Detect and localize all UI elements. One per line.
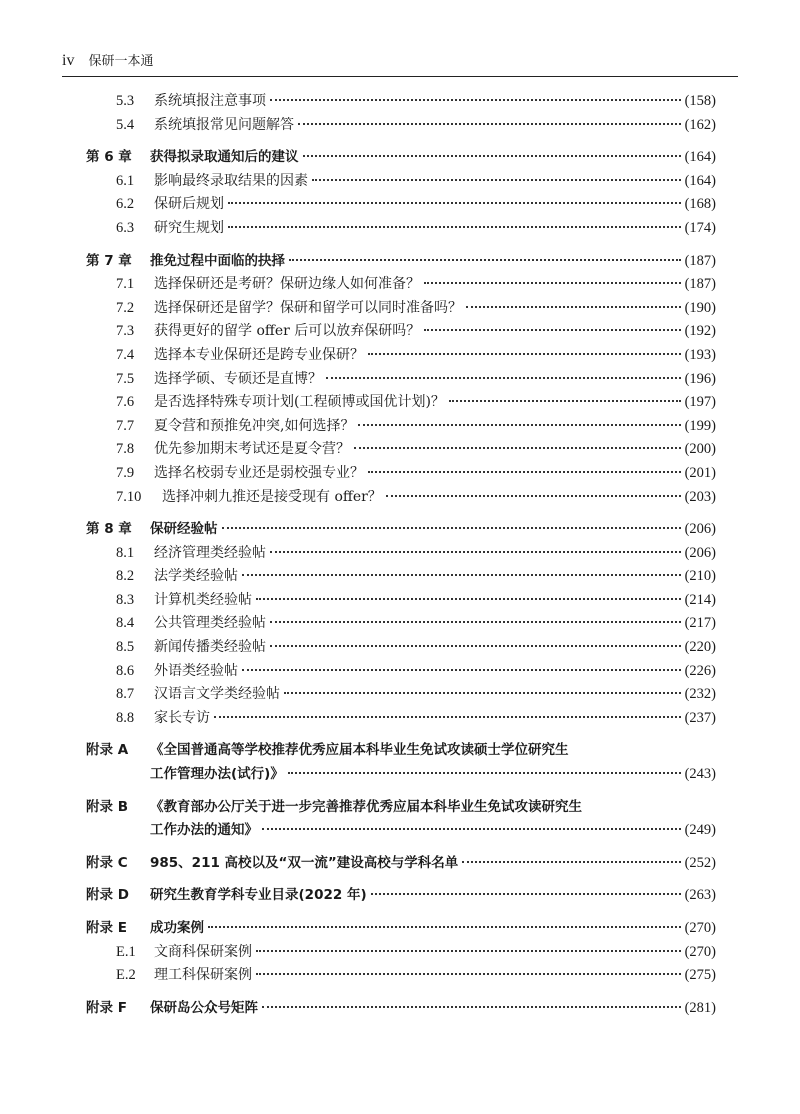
toc-appendix-b[interactable] (86, 796, 716, 843)
leader-dots (368, 471, 681, 473)
toc-title: 计算机类经验帖 (154, 591, 252, 608)
toc-title: 公共管理类经验帖 (154, 615, 266, 632)
toc-number: 8.8 (116, 709, 135, 726)
toc-page: (237) (684, 709, 716, 726)
toc-entry-8-6[interactable] (86, 660, 716, 684)
appendix-number: 附录 E (86, 920, 127, 936)
toc-page: (217) (684, 615, 716, 632)
leader-dots (270, 99, 681, 101)
toc-page: (206) (684, 521, 716, 538)
leader-dots (424, 282, 681, 284)
leader-dots (462, 861, 680, 863)
toc-entry-7-4[interactable] (86, 344, 716, 368)
appendix-number: 附录 D (86, 887, 129, 904)
chapter-title: 推免过程中面临的抉择 (150, 252, 285, 269)
toc-title: 理工科保研案例 (154, 967, 252, 984)
toc-entry-8-3[interactable] (86, 589, 716, 613)
toc-title: 选择名校弱专业还是弱校强专业？ (154, 464, 364, 481)
toc-page: (243) (684, 766, 716, 783)
toc-title: 系统填报常见问题解答 (154, 116, 294, 133)
leader-dots (214, 716, 681, 718)
toc-page: (192) (684, 323, 716, 340)
toc-page: (281) (684, 999, 716, 1016)
appendix-number: 附录 F (86, 999, 127, 1016)
toc-title: 汉语言文学类经验帖 (154, 686, 280, 703)
running-header (62, 50, 153, 70)
toc-chapter-7[interactable] (86, 250, 716, 274)
toc-page: (197) (684, 394, 716, 411)
toc-chapter-8[interactable] (86, 518, 716, 542)
toc-number: 6.1 (116, 172, 135, 189)
appendix-title: 成功案例 (150, 920, 204, 936)
leader-dots (326, 377, 681, 379)
toc-page: (270) (684, 920, 716, 936)
leader-dots (289, 259, 681, 261)
toc-title: 夏令营和预推免冲突,如何选择？ (154, 417, 355, 434)
toc-page: (263) (684, 887, 716, 904)
toc-entry-5-4[interactable] (86, 114, 716, 138)
toc-title: 影响最终录取结果的因素 (154, 172, 308, 189)
toc-entry-6-2[interactable] (86, 193, 716, 217)
leader-dots (424, 329, 680, 331)
toc-entry-7-8[interactable] (86, 438, 716, 462)
toc-entry-5-3[interactable] (86, 90, 716, 114)
toc-number: 7.10 (116, 488, 142, 505)
toc-number: 7.4 (116, 346, 135, 363)
toc-number: 5.3 (116, 93, 135, 109)
toc-number: 7.3 (116, 323, 135, 340)
book-title: 保研一本通 (88, 54, 154, 69)
toc-page: (164) (684, 149, 716, 166)
toc-entry-8-2[interactable] (86, 565, 716, 589)
toc-number: E.1 (116, 943, 136, 960)
toc-number: 7.5 (116, 370, 135, 387)
leader-dots (256, 950, 681, 952)
leader-dots (368, 353, 681, 355)
toc-page: (206) (684, 544, 716, 561)
leader-dots (262, 1006, 681, 1008)
appendix-number: 附录 C (86, 854, 128, 871)
toc-page: (275) (684, 967, 716, 984)
toc-number: 8.3 (116, 591, 135, 608)
toc-entry-7-10[interactable] (86, 486, 716, 510)
toc-page: (203) (684, 488, 716, 505)
toc-number: 5.4 (116, 116, 135, 133)
toc-appendix-d[interactable] (86, 884, 716, 908)
leader-dots (208, 926, 681, 928)
toc-page: (168) (684, 196, 716, 213)
toc-page: (187) (684, 276, 716, 293)
leader-dots (386, 495, 681, 497)
toc-entry-7-7[interactable] (86, 415, 716, 439)
toc-title: 外语类经验帖 (154, 662, 238, 679)
toc-title: 法学类经验帖 (154, 568, 238, 585)
leader-dots (303, 155, 681, 157)
toc-page: (196) (684, 370, 716, 387)
toc-title: 选择保研还是考研？保研边缘人如何准备？ (154, 276, 420, 293)
leader-dots (449, 400, 681, 402)
appendix-number: 附录 A (86, 742, 129, 759)
leader-dots (284, 692, 681, 694)
chapter-title: 保研经验帖 (150, 521, 218, 538)
toc-number: E.2 (116, 967, 136, 984)
leader-dots (270, 645, 681, 647)
toc-number: 7.9 (116, 464, 135, 481)
leader-dots (298, 123, 681, 125)
toc-chapter-6[interactable] (86, 146, 716, 170)
toc-page: (199) (684, 417, 716, 434)
leader-dots (228, 226, 681, 228)
toc-entry-8-8[interactable] (86, 707, 716, 731)
toc-title: 家长专访 (154, 709, 210, 726)
leader-dots (262, 828, 681, 830)
leader-dots (354, 447, 681, 449)
toc-appendix-c[interactable] (86, 852, 716, 876)
chapter-number: 第 6 章 (86, 149, 132, 166)
toc-number: 7.2 (116, 299, 135, 316)
toc-number: 6.3 (116, 219, 135, 236)
toc-title: 选择本专业保研还是跨专业保研？ (154, 346, 364, 363)
toc-number: 8.5 (116, 639, 135, 656)
toc-number: 8.2 (116, 568, 135, 585)
appendix-title-line1: 《全国普通高等学校推荐优秀应届本科毕业生免试攻读硕士学位研究生 (150, 742, 569, 759)
leader-dots (312, 179, 681, 181)
toc-page: (201) (684, 464, 716, 481)
toc-title: 优先参加期末考试还是夏令营？ (154, 441, 350, 458)
leader-dots (222, 527, 681, 529)
toc-page: (187) (684, 252, 716, 269)
toc-number: 6.2 (116, 196, 135, 213)
toc-entry-8-1[interactable] (86, 542, 716, 566)
toc-entry-7-9[interactable] (86, 462, 716, 486)
toc-number: 8.6 (116, 662, 135, 679)
toc-entry-7-2[interactable] (86, 297, 716, 321)
toc-page: (232) (684, 686, 716, 703)
leader-dots (228, 202, 681, 204)
toc-page: (214) (684, 591, 716, 608)
toc-number: 7.1 (116, 276, 135, 293)
toc-title: 保研后规划 (154, 196, 224, 213)
toc-title: 系统填报注意事项 (154, 93, 266, 109)
toc-entry-e-2[interactable] (86, 964, 716, 988)
toc-page: (164) (684, 172, 716, 189)
leader-dots (270, 621, 681, 623)
toc-page: (174) (684, 219, 716, 236)
toc-page: (220) (684, 639, 716, 656)
toc-appendix-e[interactable] (86, 917, 716, 941)
appendix-title-line1: 《教育部办公厅关于进一步完善推荐优秀应届本科毕业生免试攻读研究生 (150, 798, 582, 815)
toc-entry-6-1[interactable] (86, 170, 716, 194)
leader-dots (358, 424, 680, 426)
toc-title: 选择学硕、专硕还是直博？ (154, 370, 322, 387)
toc-appendix-a[interactable] (86, 739, 716, 786)
toc-page: (200) (684, 441, 716, 458)
toc-entry-6-3[interactable] (86, 217, 716, 241)
toc-page: (270) (684, 943, 716, 960)
leader-dots (242, 574, 681, 576)
toc-entry-8-4[interactable] (86, 612, 716, 636)
toc-title: 是否选择特殊专项计划(工程硕博或国优计划)？ (154, 394, 445, 411)
header-rule (62, 76, 738, 77)
toc-title: 选择保研还是留学？保研和留学可以同时准备吗？ (154, 299, 462, 316)
chapter-number: 第 8 章 (86, 521, 132, 538)
leader-dots (256, 598, 681, 600)
appendix-title: 研究生教育学科专业目录(2022 年) (150, 887, 367, 904)
appendix-title: 保研岛公众号矩阵 (150, 999, 258, 1016)
leader-dots (242, 669, 681, 671)
toc-title: 经济管理类经验帖 (154, 544, 266, 561)
toc-title: 选择冲刺九推还是接受现有 offer？ (162, 488, 382, 505)
toc-appendix-f[interactable] (86, 997, 716, 1021)
toc-page: (190) (684, 299, 716, 316)
page-number: iv (62, 52, 75, 69)
toc-page: (158) (684, 93, 716, 109)
toc-number: 8.4 (116, 615, 135, 632)
appendix-title-line2: 工作办法的通知》 (150, 822, 258, 839)
toc-page: (210) (684, 568, 716, 585)
toc-title: 获得更好的留学 offer 后可以放弃保研吗？ (154, 323, 421, 340)
chapter-number: 第 7 章 (86, 252, 132, 269)
table-of-contents (86, 90, 716, 1020)
toc-page: (252) (684, 854, 716, 871)
chapter-title: 获得拟录取通知后的建议 (150, 149, 299, 166)
toc-entry-8-5[interactable] (86, 636, 716, 660)
toc-page: (162) (684, 116, 716, 133)
toc-entry-e-1[interactable] (86, 941, 716, 965)
toc-entry-8-7[interactable] (86, 683, 716, 707)
toc-number: 7.8 (116, 441, 135, 458)
leader-dots (371, 893, 681, 895)
toc-title: 文商科保研案例 (154, 943, 252, 960)
leader-dots (256, 973, 681, 975)
leader-dots (466, 306, 681, 308)
leader-dots (288, 772, 681, 774)
toc-number: 8.1 (116, 544, 135, 561)
toc-entry-7-3[interactable] (86, 320, 716, 344)
toc-number: 8.7 (116, 686, 135, 703)
appendix-title: 985、211 高校以及“双一流”建设高校与学科名单 (150, 854, 459, 871)
toc-entry-7-5[interactable] (86, 368, 716, 392)
toc-page: (249) (684, 822, 716, 839)
toc-entry-7-6[interactable] (86, 391, 716, 415)
toc-page: (226) (684, 662, 716, 679)
appendix-number: 附录 B (86, 798, 128, 815)
toc-entry-7-1[interactable] (86, 273, 716, 297)
toc-number: 7.6 (116, 394, 135, 411)
toc-number: 7.7 (116, 417, 135, 434)
toc-page: (193) (684, 346, 716, 363)
leader-dots (270, 551, 681, 553)
toc-title: 新闻传播类经验帖 (154, 639, 266, 656)
toc-title: 研究生规划 (154, 219, 224, 236)
appendix-title-line2: 工作管理办法(试行)》 (150, 766, 284, 783)
